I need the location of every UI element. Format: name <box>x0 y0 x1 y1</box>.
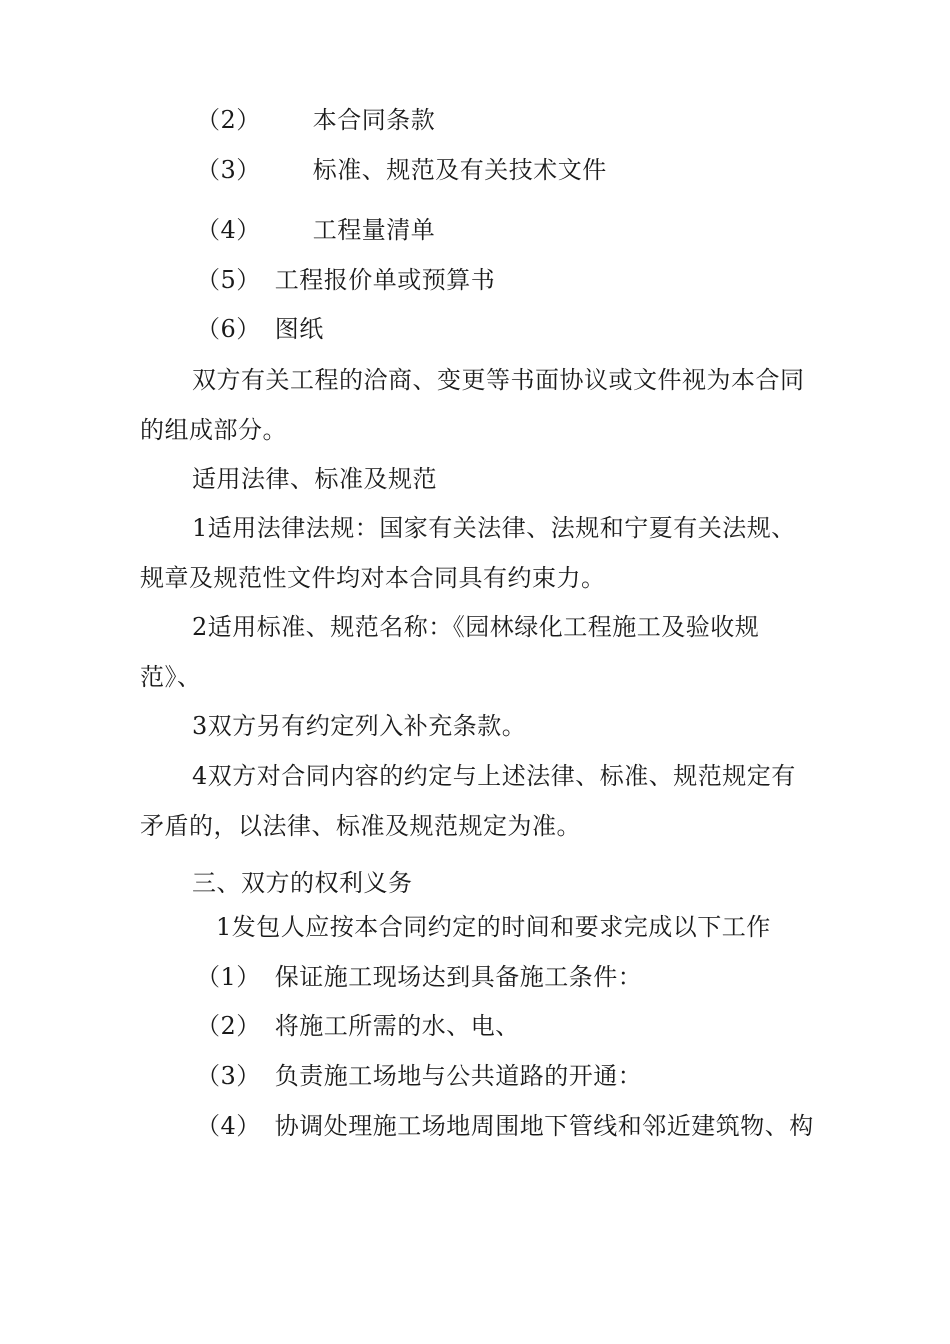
list-item: （4） 协调处理施工场地周围地下管线和邻近建筑物、构 <box>196 1112 814 1140</box>
paragraph-line: 2适用标准、规范名称：《园林绿化工程施工及验收规 <box>192 613 760 641</box>
list-item: （3） 负责施工场地与公共道路的开通： <box>196 1062 643 1090</box>
list-item: （2） 本合同条款 <box>196 106 436 134</box>
section-heading: 三、双方的权利义务 <box>192 869 413 897</box>
paragraph-line: 矛盾的，以法律、标准及规范规定为准。 <box>140 812 581 840</box>
list-item: （3） 标准、规范及有关技术文件 <box>196 156 607 184</box>
paragraph-line: 3双方另有约定列入补充条款。 <box>192 712 527 740</box>
paragraph-line: 双方有关工程的洽商、变更等书面协议或文件视为本合同 <box>192 366 805 394</box>
list-item: （4） 工程量清单 <box>196 216 436 244</box>
paragraph-line: 4双方对合同内容的约定与上述法律、标准、规范规定有 <box>192 762 796 790</box>
paragraph-line: 的组成部分。 <box>140 416 287 444</box>
paragraph-line: 1发包人应按本合同约定的时间和要求完成以下工作 <box>216 913 771 941</box>
list-item: （5） 工程报价单或预算书 <box>196 266 496 294</box>
list-item: （6） 图纸 <box>196 315 324 343</box>
paragraph-line: 范》、 <box>140 663 202 691</box>
section-heading: 适用法律、标准及规范 <box>192 465 437 493</box>
paragraph-line: 规章及规范性文件均对本合同具有约束力。 <box>140 564 606 592</box>
list-item: （1） 保证施工现场达到具备施工条件： <box>196 963 643 991</box>
list-item: （2） 将施工所需的水、电、 <box>196 1012 520 1040</box>
paragraph-line: 1适用法律法规：国家有关法律、法规和宁夏有关法规、 <box>192 514 796 542</box>
